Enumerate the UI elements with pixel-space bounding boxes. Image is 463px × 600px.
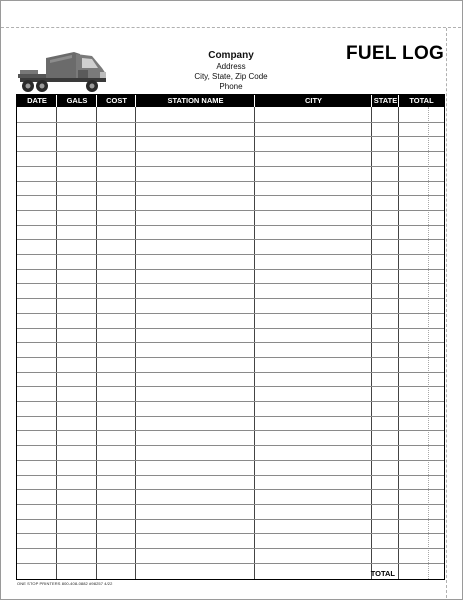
table-row-rule: [17, 225, 444, 226]
fuel-log-table: [16, 94, 445, 580]
table-row-rule: [17, 401, 444, 402]
table-row-rule: [17, 122, 444, 123]
table-row-rule: [17, 239, 444, 240]
table-row-rule: [17, 386, 444, 387]
semi-truck-icon: [16, 44, 108, 94]
column-header-total: TOTAL: [409, 96, 434, 105]
printer-note: ONE STOP PRINTERS 800-408-0882 #98257 4/22: [17, 581, 113, 586]
table-row-rule: [17, 475, 444, 476]
form-title: FUEL LOG: [346, 43, 445, 64]
table-header-row: [17, 95, 444, 107]
header-divider: [254, 95, 255, 107]
table-row-rule: [17, 166, 444, 167]
table-row-rule: [17, 489, 444, 490]
column-header-state: STATE: [373, 96, 398, 105]
table-row-rule: [17, 548, 444, 549]
grand-total-label: TOTAL: [370, 569, 395, 578]
perforation-line-right: [446, 28, 447, 598]
header-divider: [398, 95, 399, 107]
perforation-line-top: [1, 27, 461, 28]
table-row-rule: [17, 195, 444, 196]
table-row-rule: [17, 504, 444, 505]
table-row-rule: [17, 328, 444, 329]
header-divider: [56, 95, 57, 107]
table-row-rule: [17, 313, 444, 314]
table-row-rule: [17, 210, 444, 211]
table-row-rule: [17, 342, 444, 343]
company-block: [160, 49, 302, 92]
table-row-rule: [17, 136, 444, 137]
table-row-rule: [17, 460, 444, 461]
table-row-rule: [17, 416, 444, 417]
header-divider: [96, 95, 97, 107]
column-header-city: CITY: [304, 96, 323, 105]
company-name: Company: [208, 50, 254, 61]
table-row-rule: [17, 151, 444, 152]
table-row-rule: [17, 298, 444, 299]
table-row-rule: [17, 181, 444, 182]
company-address: Address: [216, 62, 246, 71]
table-row-rule: [17, 357, 444, 358]
column-header-station-name: STATION NAME: [167, 96, 224, 105]
table-row-rule: [17, 254, 444, 255]
total-row-rule: [17, 563, 444, 564]
company-phone: Phone: [219, 82, 243, 91]
column-header-cost: COST: [106, 96, 127, 105]
header-divider: [371, 95, 372, 107]
table-row-rule: [17, 269, 444, 270]
table-row-rule: [17, 372, 444, 373]
column-header-date: DATE: [27, 96, 47, 105]
table-row-rule: [17, 430, 444, 431]
table-row-rule: [17, 283, 444, 284]
table-row-rule: [17, 533, 444, 534]
company-city-state-zip: City, State, Zip Code: [194, 72, 268, 81]
table-row-rule: [17, 519, 444, 520]
header-divider: [135, 95, 136, 107]
table-row-rule: [17, 445, 444, 446]
column-header-gals: GALS: [66, 96, 88, 105]
